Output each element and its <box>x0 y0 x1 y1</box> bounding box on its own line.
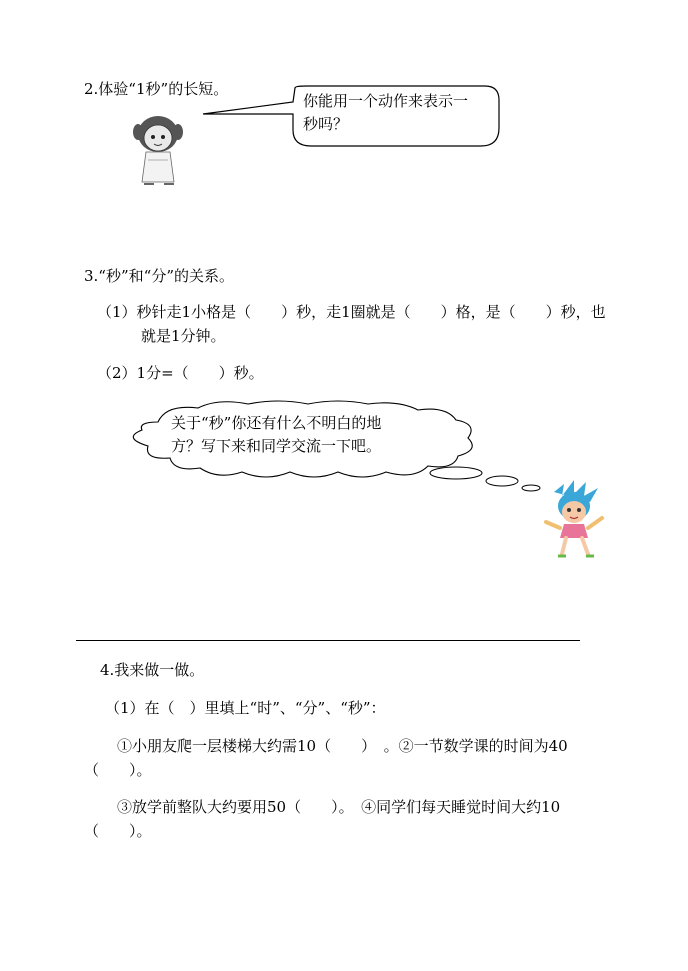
question-1-line-1: （1）秒针走1小格是（ ）秒，走1圈就是（ ）格，是（ ）秒，也 <box>97 303 606 321</box>
question-2: （2）1分=（ ）秒。 <box>97 364 264 382</box>
speech-bubble-line-2: 秒吗？ <box>303 115 349 133</box>
thought-cloud-line-2: 方？写下来和同学交流一下吧。 <box>171 437 382 455</box>
question-1-line-2: 就是1分钟。 <box>141 327 226 345</box>
section-2-heading: 2.体验“1秒”的长短。 <box>84 80 229 98</box>
section-divider <box>76 640 580 641</box>
item-1-line-2: （ ）。 <box>84 761 152 779</box>
thought-cloud-line-1: 关于“秒”你还有什么不明白的地 <box>171 414 382 432</box>
girl-illustration <box>128 112 190 188</box>
cartoon-character <box>540 478 612 562</box>
item-2-line-2: （ ）。 <box>84 822 152 840</box>
section-3-heading: 3.“秒”和“分”的关系。 <box>84 267 234 285</box>
item-2-line-1: ③放学前整队大约要用50（ ）。 ④同学们每天睡觉时间大约10 <box>117 798 561 816</box>
speech-bubble-line-1: 你能用一个动作来表示一 <box>303 92 469 110</box>
section-4-heading: 4.我来做一做。 <box>100 661 205 679</box>
item-1-line-1: ①小朋友爬一层楼梯大约需10（ ） 。②一节数学课的时间为40 <box>117 737 568 755</box>
section-4-instruction: （1）在（ ）里填上“时”、“分”、“秒”： <box>105 699 386 717</box>
